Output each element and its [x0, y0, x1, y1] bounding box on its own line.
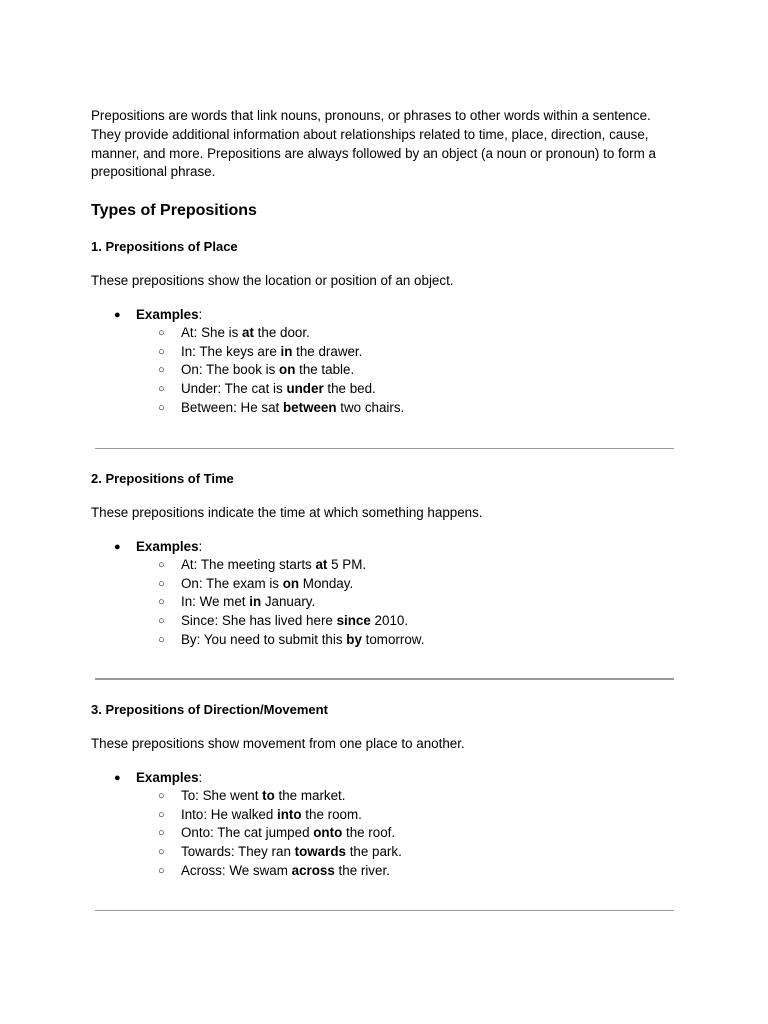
list-item: ○ Under: The cat is under the bed. — [91, 380, 681, 399]
list-item: ○ Onto: The cat jumped onto the roof. — [91, 824, 681, 843]
circle-bullet-icon: ○ — [158, 864, 165, 877]
section-title: 1. Prepositions of Place — [91, 239, 238, 254]
colon: : — [198, 307, 203, 322]
circle-bullet-icon: ○ — [158, 345, 165, 358]
section-description: These prepositions show the location or position of an object. — [91, 273, 454, 288]
section-place — [91, 238, 681, 417]
colon: : — [198, 770, 203, 785]
circle-bullet-icon: ○ — [158, 383, 165, 396]
list-item: ○ Towards: They ran towards the park. — [91, 843, 681, 862]
list-item: ○ To: She went to the market. — [91, 787, 681, 806]
circle-bullet-icon: ○ — [158, 577, 165, 590]
circle-bullet-icon: ○ — [158, 327, 165, 339]
list-item: ○ Between: He sat between two chairs. — [91, 399, 681, 418]
colon: : — [198, 539, 203, 554]
horizontal-rule — [95, 678, 674, 680]
bullet-icon: ● — [114, 309, 121, 321]
circle-bullet-icon: ○ — [158, 790, 165, 802]
horizontal-rule — [95, 910, 674, 911]
examples-item — [91, 538, 681, 556]
examples-label: Examples — [136, 539, 199, 554]
circle-bullet-icon: ○ — [158, 808, 165, 821]
examples-item — [91, 306, 681, 324]
intro-paragraph: Prepositions are words that link nouns, pronouns, or phrases to other words within a sentence. They provide additional information about relationships related to time, place, direction, cause, manner, and more. Prepositions are always followed by an object (a noun or pronoun) to form a prepositional phrase. — [91, 108, 656, 180]
list-item: ○ In: We met in January. — [91, 593, 681, 612]
bullet-icon: ● — [114, 541, 121, 553]
list-item: ○ Since: She has lived here since 2010. — [91, 612, 681, 631]
circle-bullet-icon: ○ — [158, 846, 165, 859]
circle-bullet-icon: ○ — [158, 364, 165, 377]
section-title: 3. Prepositions of Direction/Movement — [91, 702, 328, 717]
list-item: ○ By: You need to submit this by tomorrow. — [91, 631, 681, 650]
list-item: ○ Across: We swam across the river. — [91, 862, 681, 881]
circle-bullet-icon: ○ — [158, 596, 165, 609]
list-item: ○ On: The exam is on Monday. — [91, 575, 681, 594]
bullet-icon: ● — [114, 772, 121, 784]
circle-bullet-icon: ○ — [158, 633, 165, 646]
examples-list — [91, 787, 681, 880]
circle-bullet-icon: ○ — [158, 559, 165, 571]
circle-bullet-icon: ○ — [158, 401, 165, 414]
list-item: ○ In: The keys are in the drawer. — [91, 343, 681, 362]
list-item: ○ On: The book is on the table. — [91, 361, 681, 380]
section-description: These prepositions show movement from one place to another. — [91, 736, 465, 751]
examples-item — [91, 769, 681, 787]
examples-list — [91, 556, 681, 649]
horizontal-rule — [95, 448, 674, 449]
section-time — [91, 470, 681, 649]
examples-label: Examples — [136, 307, 199, 322]
types-heading: Types of Prepositions — [91, 202, 257, 219]
list-item: ○ Into: He walked into the room. — [91, 806, 681, 825]
section-description: These prepositions indicate the time at which something happens. — [91, 505, 483, 520]
circle-bullet-icon: ○ — [158, 615, 165, 628]
circle-bullet-icon: ○ — [158, 827, 165, 840]
examples-label: Examples — [136, 770, 199, 785]
list-item: ○ At: The meeting starts at 5 PM. — [91, 556, 681, 575]
section-title: 2. Prepositions of Time — [91, 471, 234, 486]
examples-list — [91, 324, 681, 417]
section-direction — [91, 701, 681, 880]
list-item: ○ At: She is at the door. — [91, 324, 681, 343]
